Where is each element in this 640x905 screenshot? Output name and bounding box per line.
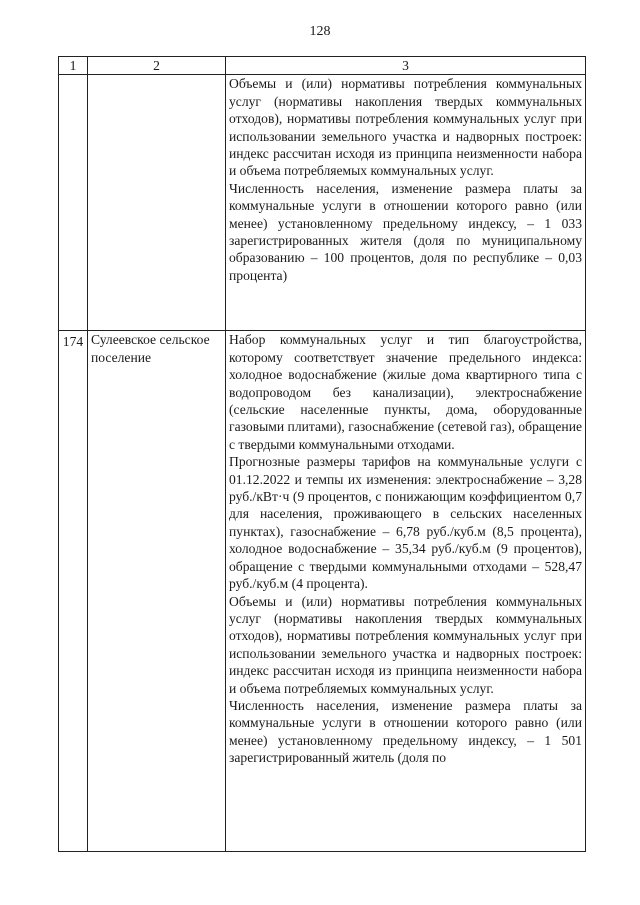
description-paragraph: Прогнозные размеры тарифов на коммунальные услуги с 01.12.2022 и темпы их изменения: электроснабжение – 3,28 руб./кВт·ч (9 процентов, с понижающим коэффициентом 0,7 для населения, проживающего в сельских населенных пунктах), газоснабжение – 6,78 руб./куб.м (8,5 процента), холодное водоснабжение – 35,34 руб./куб.м (9 процентов), обращение с твердыми коммунальными отходами – 528,47 руб./куб.м (4 процента). [229,454,582,592]
settlement-name-cell [88,75,226,331]
table-row [59,331,586,852]
description-paragraph: Набор коммунальных услуг и тип благоустройства, которому соответствует значение предельного индекса: холодное водоснабжение (жилые дома квартирного типа с водопроводом без канализации), электроснабжение (сельские населенные пункты, дома, оборудованные газовыми плитами), газоснабжение (сетевой газ), обращение с твердыми коммунальными отходами. [229,332,582,452]
column-header-3: 3 [226,57,586,75]
column-header-1: 1 [59,57,88,75]
row-number-cell [59,75,88,331]
page-number: 128 [309,24,331,39]
column-header-2: 2 [88,57,226,75]
row-number-cell: 174 [59,331,88,852]
description-paragraph: Численность населения, изменение размера платы за коммунальные услуги в отношении которого равно (или менее) установленному предельному индексу, – 1 033 зарегистрированных жителя (доля по муниципальному образованию – 100 процентов, доля по республике – 0,03 процента) [229,180,582,283]
description-cell [226,331,586,852]
description-paragraph: Объемы и (или) нормативы потребления коммунальных услуг (нормативы накопления твердых коммунальных отходов), нормативы потребления коммунальных услуг при использовании земельного участка и надворных построек: индекс рассчитан исходя из принципа неизменности набора и объема потребляемых коммунальных услуг. [229,593,582,696]
description-cell [226,75,586,331]
settlement-name-cell: Сулеевское сельское поселение [88,331,226,852]
table-row [59,75,586,331]
regulation-table [58,56,586,852]
description-paragraph: Объемы и (или) нормативы потребления коммунальных услуг (нормативы накопления твердых коммунальных отходов), нормативы потребления коммунальных услуг при использовании земельного участка и надворных построек: индекс рассчитан исходя из принципа неизменности набора и объема потребляемых коммунальных услуг. [229,76,582,179]
description-paragraph: Численность населения, изменение размера платы за коммунальные услуги в отношении которого равно (или менее) установленному предельному индексу, – 1 501 зарегистрированный житель (доля по [229,697,582,766]
table-header-row [59,57,586,75]
